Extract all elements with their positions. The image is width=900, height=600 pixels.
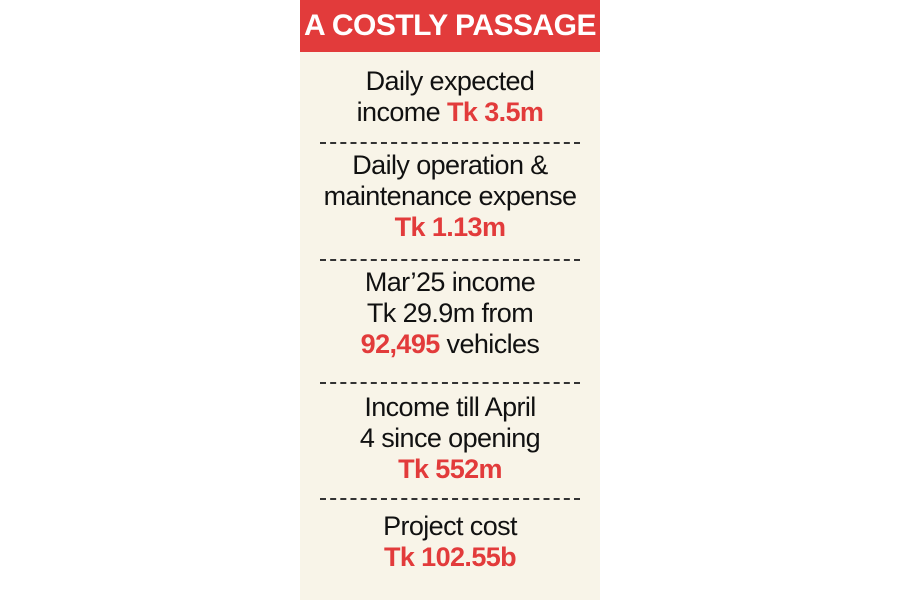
dashed-divider xyxy=(320,382,580,384)
stat-label: income xyxy=(356,97,447,127)
dashed-divider xyxy=(320,259,580,261)
stat-label: Daily expected xyxy=(365,66,535,96)
infographic-title: A COSTLY PASSAGE xyxy=(300,0,600,52)
stat-label: 4 since opening xyxy=(359,423,541,453)
stat-daily-expected-income xyxy=(300,66,600,128)
stat-value: Tk 1.13m xyxy=(394,212,506,242)
stat-label: Tk 29.9m from xyxy=(366,298,534,328)
infographic-panel xyxy=(300,0,600,600)
stat-march-income xyxy=(300,267,600,360)
stat-label: Daily operation & xyxy=(352,150,548,180)
stat-project-cost xyxy=(300,511,600,573)
stat-value: Tk 102.55b xyxy=(383,542,517,572)
stat-label: Mar’25 income xyxy=(364,267,536,297)
stat-label: maintenance expense xyxy=(323,181,577,211)
stat-label: Income till April xyxy=(364,392,536,422)
stat-daily-expense xyxy=(300,150,600,243)
stat-label-line xyxy=(300,97,600,128)
stat-value: Tk 552m xyxy=(398,454,502,484)
stat-label-line xyxy=(300,329,600,360)
stat-value: 92,495 xyxy=(360,329,440,359)
stat-income-since-opening xyxy=(300,392,600,485)
stat-value: Tk 3.5m xyxy=(446,97,544,127)
stat-label: vehicles xyxy=(439,329,540,359)
dashed-divider xyxy=(320,142,580,144)
stat-label: Project cost xyxy=(383,511,517,541)
dashed-divider xyxy=(320,498,580,500)
